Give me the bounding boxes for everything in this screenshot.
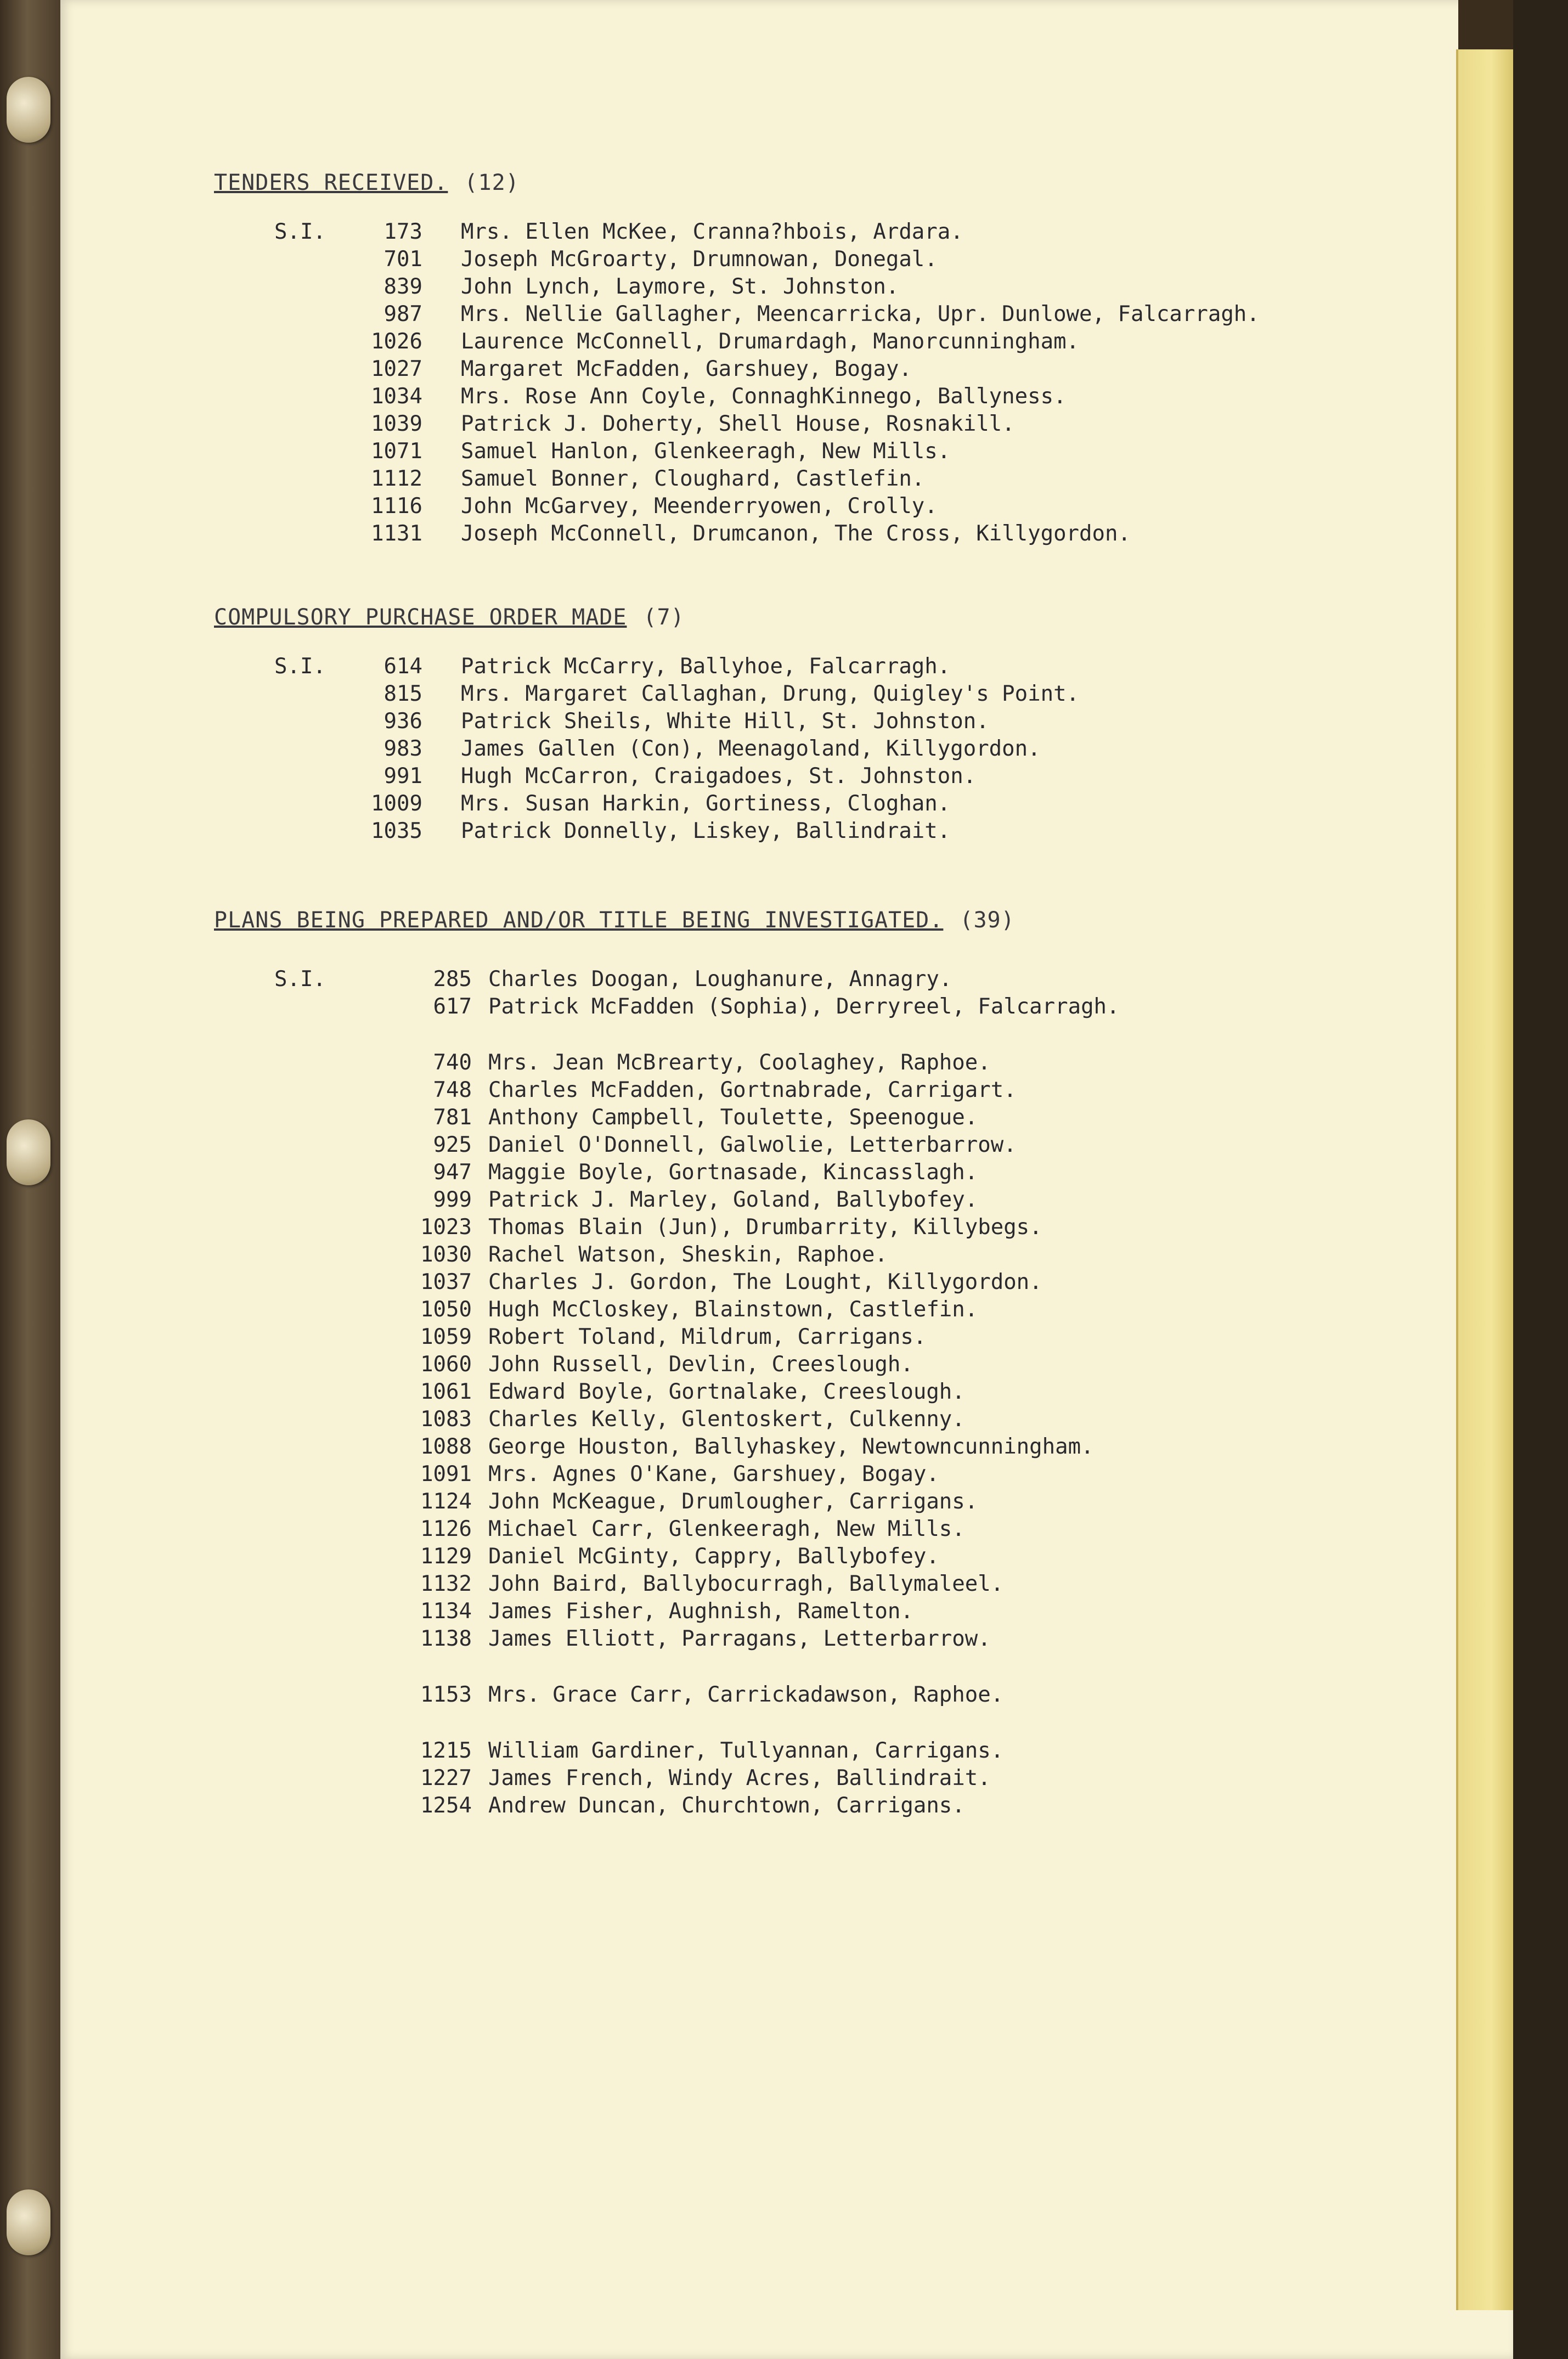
list-item [214,1050,1394,1078]
entry-text: John Baird, Ballybocurragh, Ballymaleel. [488,1572,1004,1596]
list-item [214,994,1394,1022]
entry-number: 285 [433,967,472,992]
entry-text: Michael Carr, Glenkeeragh, New Mills. [488,1517,965,1541]
entry-text: Mrs. Margaret Callaghan, Drung, Quigley's Point. [461,682,1080,706]
entry-text: James Gallen (Con), Meenagoland, Killygordon. [461,736,1041,761]
entry-number: 1035 [371,819,422,843]
list-item [214,412,1394,439]
list-item [214,329,1394,357]
entry-number: 1034 [371,384,422,409]
section-compulsory-purchase-order [214,605,1394,846]
list-item [214,1572,1394,1599]
entry-number: 947 [433,1160,472,1185]
entry-number: 740 [433,1050,472,1075]
list-item [214,1078,1394,1105]
list-item [214,1766,1394,1793]
entry-number: 1083 [420,1407,472,1432]
entry-text: Joseph McGroarty, Drumnowan, Donegal. [461,247,938,272]
entry-number: 1124 [420,1489,472,1514]
entry-number: 1060 [420,1352,472,1377]
entry-text: James Elliott, Parragans, Letterbarrow. [488,1626,991,1651]
entry-text: Thomas Blain (Jun), Drumbarrity, Killybegs. [488,1215,1042,1240]
list-item [214,1380,1394,1407]
entry-number: 1030 [420,1242,472,1267]
binder-ring-middle [7,1119,50,1185]
entry-text: Daniel O'Donnell, Galwolie, Letterbarrow. [488,1133,1017,1157]
list-item [214,682,1394,709]
entry-text: James French, Windy Acres, Ballindrait. [488,1766,991,1791]
section-tenders-received [214,170,1394,549]
list-item [214,1242,1394,1270]
entry-number: 1026 [371,329,422,354]
entry-number: 815 [383,682,422,706]
entry-number: 748 [433,1078,472,1102]
entry-text: Mrs. Grace Carr, Carrickadawson, Raphoe. [488,1682,1004,1707]
entry-number: 173 [383,219,422,244]
entry-number: 1227 [420,1766,472,1791]
entry-text: Hugh McCloskey, Blainstown, Castlefin. [488,1297,978,1322]
statutory-instrument-prefix: S.I. [274,967,326,992]
entry-text: Edward Boyle, Gortnalake, Creeslough. [488,1380,965,1404]
entry-list [214,967,1394,1821]
entry-number: 1112 [371,466,422,491]
entry-number: 1131 [371,521,422,546]
heading-text: TENDERS RECEIVED. [214,170,448,195]
entry-text: Joseph McConnell, Drumcanon, The Cross, Killygordon. [461,521,1131,546]
entry-number: 617 [433,994,472,1019]
entry-text: Patrick McFadden (Sophia), Derryreel, Falcarragh. [488,994,1120,1019]
list-item [214,219,1394,247]
entry-number: 1050 [420,1297,472,1322]
entry-text: Daniel McGinty, Cappry, Ballybofey. [488,1544,939,1569]
entry-text: John Lynch, Laymore, St. Johnston. [461,274,899,299]
entry-number: 1061 [420,1380,472,1404]
entry-number: 1254 [420,1793,472,1818]
list-item [214,384,1394,412]
entry-text: William Gardiner, Tullyannan, Carrigans. [488,1738,1004,1763]
list-item [214,819,1394,846]
entry-number: 1138 [420,1626,472,1651]
list-item [214,1544,1394,1572]
entry-number: 1134 [420,1599,472,1624]
list-item [214,1793,1394,1821]
section-heading [214,170,1394,203]
entry-text: Mrs. Ellen McKee, Cranna?hbois, Ardara. [461,219,963,244]
list-item [214,1407,1394,1434]
entry-text: James Fisher, Aughnish, Ramelton. [488,1599,913,1624]
list-item [214,1160,1394,1187]
entry-number: 1126 [420,1517,472,1541]
entry-number: 1059 [420,1325,472,1349]
list-item [214,1105,1394,1133]
entry-number: 1027 [371,357,422,381]
entry-number: 999 [433,1187,472,1212]
entry-number: 991 [383,764,422,789]
list-item [214,1682,1394,1710]
entry-text: Samuel Hanlon, Glenkeeragh, New Mills. [461,439,951,464]
entry-text: Maggie Boyle, Gortnasade, Kincasslagh. [488,1160,978,1185]
entry-number: 1091 [420,1462,472,1487]
entry-text: Hugh McCarron, Craigadoes, St. Johnston. [461,764,977,789]
list-item [214,1462,1394,1489]
entry-text: John Russell, Devlin, Creeslough. [488,1352,913,1377]
entry-number: 614 [383,654,422,679]
entry-text: Charles Kelly, Glentoskert, Culkenny. [488,1407,965,1432]
list-item [214,1517,1394,1544]
list-item [214,1133,1394,1160]
entry-text: Rachel Watson, Sheskin, Raphoe. [488,1242,888,1267]
entry-text: Charles Doogan, Loughanure, Annagry. [488,967,952,992]
list-item [214,709,1394,736]
entry-text: Mrs. Agnes O'Kane, Garshuey, Bogay. [488,1462,939,1487]
list-item [214,791,1394,819]
entry-number: 1088 [420,1434,472,1459]
entry-number: 1023 [420,1215,472,1240]
entry-text: Patrick McCarry, Ballyhoe, Falcarragh. [461,654,951,679]
document-content [214,170,1394,1821]
binder-ring-top [7,77,50,143]
list-item [214,466,1394,494]
page-edge-shadow [1458,0,1513,49]
binder-spine [0,0,60,2359]
entry-number: 925 [433,1133,472,1157]
entry-list [214,654,1394,846]
section-heading [214,908,1394,941]
entry-number: 1037 [420,1270,472,1294]
list-item [214,439,1394,466]
list-item [214,1297,1394,1325]
entry-text: Margaret McFadden, Garshuey, Bogay. [461,357,912,381]
section-plans-being-prepared [214,908,1394,1821]
entry-number: 987 [383,302,422,326]
entry-number: 1129 [420,1544,472,1569]
entry-text: Mrs. Rose Ann Coyle, ConnaghKinnego, Ballyness. [461,384,1067,409]
entry-text: Robert Toland, Mildrum, Carrigans. [488,1325,927,1349]
list-item [214,1187,1394,1215]
list-item [214,1325,1394,1352]
heading-count: (12) [464,170,520,195]
entry-number: 1153 [420,1682,472,1707]
entry-number: 1009 [371,791,422,816]
heading-text: PLANS BEING PREPARED AND/OR TITLE BEING INVESTIGATED. [214,908,944,933]
list-item [214,357,1394,384]
heading-count: (39) [960,908,1015,933]
entry-text: George Houston, Ballyhaskey, Newtowncunningham. [488,1434,1094,1459]
list-item [214,302,1394,329]
entry-text: Mrs. Nellie Gallagher, Meencarricka, Upr. Dunlowe, Falcarragh. [461,302,1260,326]
entry-number: 701 [383,247,422,272]
entry-text: Anthony Campbell, Toulette, Speenogue. [488,1105,978,1130]
entry-number: 1071 [371,439,422,464]
entry-text: John McKeague, Drumlougher, Carrigans. [488,1489,978,1514]
entry-number: 1039 [371,412,422,436]
entry-text: John McGarvey, Meenderryowen, Crolly. [461,494,938,519]
section-heading [214,605,1394,638]
list-item [214,1215,1394,1242]
entry-number: 936 [383,709,422,734]
entry-number: 1132 [420,1572,472,1596]
list-item [214,274,1394,302]
entry-number: 1215 [420,1738,472,1763]
list-item [214,967,1394,994]
list-item [214,1626,1394,1654]
entry-text: Laurence McConnell, Drumardagh, Manorcunningham. [461,329,1080,354]
entry-text: Patrick J. Marley, Goland, Ballybofey. [488,1187,978,1212]
entry-text: Mrs. Jean McBrearty, Coolaghey, Raphoe. [488,1050,991,1075]
list-item [214,494,1394,521]
list-item [214,521,1394,549]
statutory-instrument-prefix: S.I. [274,219,326,244]
entry-number: 983 [383,736,422,761]
entry-number: 839 [383,274,422,299]
entry-text: Samuel Bonner, Cloughard, Castlefin. [461,466,925,491]
list-item [214,1434,1394,1462]
entry-text: Charles McFadden, Gortnabrade, Carrigart. [488,1078,1017,1102]
entry-number: 781 [433,1105,472,1130]
list-item [214,1489,1394,1517]
entry-list [214,219,1394,549]
entry-text: Patrick Donnelly, Liskey, Ballindrait. [461,819,951,843]
statutory-instrument-prefix: S.I. [274,654,326,679]
list-item [214,1738,1394,1766]
entry-text: Mrs. Susan Harkin, Gortiness, Cloghan. [461,791,951,816]
binder-ring-bottom [7,2189,50,2255]
entry-number: 1116 [371,494,422,519]
list-item [214,1352,1394,1380]
list-item [214,1599,1394,1626]
list-item [214,764,1394,791]
entry-text: Patrick J. Doherty, Shell House, Rosnakill. [461,412,1015,436]
entry-text: Charles J. Gordon, The Lought, Killygordon. [488,1270,1042,1294]
page-edge-tab [1456,49,1513,2310]
list-item [214,654,1394,682]
list-item [214,736,1394,764]
entry-text: Andrew Duncan, Churchtown, Carrigans. [488,1793,965,1818]
entry-text: Patrick Sheils, White Hill, St. Johnston. [461,709,989,734]
heading-text: COMPULSORY PURCHASE ORDER MADE [214,605,627,630]
heading-count: (7) [643,605,685,630]
list-item [214,247,1394,274]
list-item [214,1270,1394,1297]
